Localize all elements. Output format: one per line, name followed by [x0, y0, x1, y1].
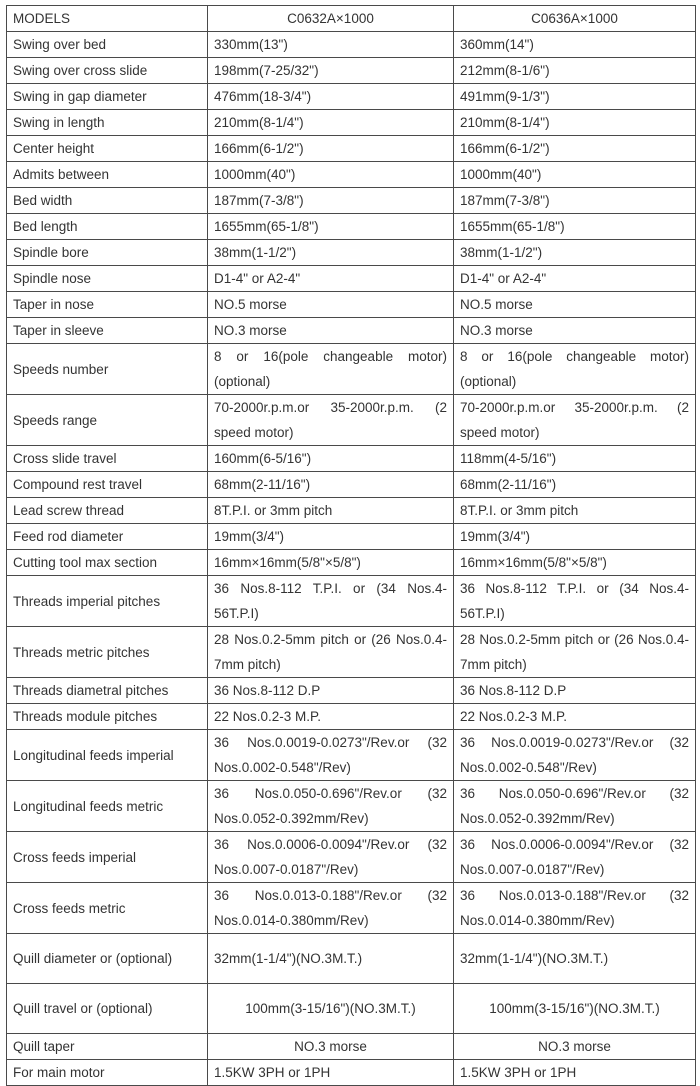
spec-value-model-2: 491mm(9-1/3")	[454, 84, 696, 110]
spec-value-model-1: 476mm(18-3/4")	[208, 84, 454, 110]
spec-label: Admits between	[7, 162, 208, 188]
spec-value-model-2: 212mm(8-1/6")	[454, 58, 696, 84]
spec-label: Cutting tool max section	[7, 550, 208, 576]
spec-value-model-2: 38mm(1-1/2")	[454, 240, 696, 266]
spec-value-model-1: 28 Nos.0.2-5mm pitch or (26 Nos.0.4-7mm pitch)	[208, 627, 454, 678]
spec-value-model-2: 32mm(1-1/4")(NO.3M.T.)	[454, 934, 696, 984]
spec-value-model-1: NO.3 morse	[208, 318, 454, 344]
spec-label: Threads diametral pitches	[7, 678, 208, 704]
spec-value-model-1: 68mm(2-11/16")	[208, 472, 454, 498]
spec-value-model-1: 1000mm(40")	[208, 162, 454, 188]
spec-label: Feed rod diameter	[7, 524, 208, 550]
spec-value-model-2: 187mm(7-3/8")	[454, 188, 696, 214]
spec-row	[7, 678, 696, 704]
spec-value-model-1: 22 Nos.0.2-3 M.P.	[208, 704, 454, 730]
spec-value-model-1: 160mm(6-5/16")	[208, 446, 454, 472]
spec-label: Threads metric pitches	[7, 627, 208, 678]
model-name: C0632A×1000	[208, 6, 454, 32]
spec-value-model-2: 8 or 16(pole changeable motor) (optional)	[454, 344, 696, 395]
spec-label: Spindle nose	[7, 266, 208, 292]
spec-row	[7, 1034, 696, 1060]
spec-value-model-2: 36 Nos.8-112 T.P.I. or (34 Nos.4-56T.P.I)	[454, 576, 696, 627]
spec-row	[7, 136, 696, 162]
spec-value-model-1: 8T.P.I. or 3mm pitch	[208, 498, 454, 524]
spec-label: Cross feeds metric	[7, 883, 208, 934]
spec-row	[7, 395, 696, 446]
spec-value-model-1: D1-4" or A2-4"	[208, 266, 454, 292]
spec-value-model-2: 36 Nos.8-112 D.P	[454, 678, 696, 704]
spec-label: For main motor	[7, 1060, 208, 1086]
spec-value-model-2: 118mm(4-5/16")	[454, 446, 696, 472]
spec-table	[6, 5, 696, 1086]
spec-label: Bed length	[7, 214, 208, 240]
spec-row	[7, 240, 696, 266]
spec-row	[7, 84, 696, 110]
spec-row	[7, 550, 696, 576]
spec-label: Longitudinal feeds imperial	[7, 730, 208, 781]
spec-value-model-2: 36 Nos.0.050-0.696"/Rev.or (32 Nos.0.052-0.392mm/Rev)	[454, 781, 696, 832]
spec-value-model-1: 36 Nos.8-112 T.P.I. or (34 Nos.4-56T.P.I)	[208, 576, 454, 627]
spec-value-model-2: 68mm(2-11/16")	[454, 472, 696, 498]
header-row	[7, 6, 696, 32]
spec-row	[7, 498, 696, 524]
spec-row	[7, 162, 696, 188]
spec-row	[7, 524, 696, 550]
spec-value-model-2: 360mm(14")	[454, 32, 696, 58]
spec-label: Longitudinal feeds metric	[7, 781, 208, 832]
spec-value-model-1: 210mm(8-1/4")	[208, 110, 454, 136]
spec-value-model-1: 187mm(7-3/8")	[208, 188, 454, 214]
spec-value-model-1: 1.5KW 3PH or 1PH	[208, 1060, 454, 1086]
spec-label: Threads module pitches	[7, 704, 208, 730]
spec-value-model-2: 28 Nos.0.2-5mm pitch or (26 Nos.0.4-7mm pitch)	[454, 627, 696, 678]
spec-row	[7, 627, 696, 678]
spec-label: Center height	[7, 136, 208, 162]
spec-label: Bed width	[7, 188, 208, 214]
spec-value-model-1: 70-2000r.p.m.or 35-2000r.p.m. (2 speed motor)	[208, 395, 454, 446]
spec-value-model-1: NO.5 morse	[208, 292, 454, 318]
header-label: MODELS	[7, 6, 208, 32]
spec-value-model-2: NO.3 morse	[454, 318, 696, 344]
spec-value-model-1: 166mm(6-1/2")	[208, 136, 454, 162]
spec-value-model-2: 22 Nos.0.2-3 M.P.	[454, 704, 696, 730]
spec-value-model-2: NO.5 morse	[454, 292, 696, 318]
spec-label: Quill taper	[7, 1034, 208, 1060]
spec-value-model-1: 36 Nos.0.0006-0.0094"/Rev.or (32 Nos.0.007-0.0187"/Rev)	[208, 832, 454, 883]
spec-label: Swing over bed	[7, 32, 208, 58]
spec-row	[7, 472, 696, 498]
spec-label: Taper in sleeve	[7, 318, 208, 344]
spec-value-model-2: 36 Nos.0.0006-0.0094"/Rev.or (32 Nos.0.007-0.0187"/Rev)	[454, 832, 696, 883]
spec-row	[7, 704, 696, 730]
spec-row	[7, 32, 696, 58]
spec-value-model-1: 16mm×16mm(5/8"×5/8")	[208, 550, 454, 576]
spec-label: Spindle bore	[7, 240, 208, 266]
spec-value-model-1: 36 Nos.8-112 D.P	[208, 678, 454, 704]
spec-row	[7, 446, 696, 472]
spec-value-model-2: 19mm(3/4")	[454, 524, 696, 550]
spec-value-model-1: 8 or 16(pole changeable motor) (optional)	[208, 344, 454, 395]
spec-value-model-2: 1000mm(40")	[454, 162, 696, 188]
spec-value-model-1: 36 Nos.0.050-0.696"/Rev.or (32 Nos.0.052-0.392mm/Rev)	[208, 781, 454, 832]
spec-label: Swing in length	[7, 110, 208, 136]
spec-row	[7, 781, 696, 832]
spec-value-model-2: 8T.P.I. or 3mm pitch	[454, 498, 696, 524]
spec-value-model-2: 210mm(8-1/4")	[454, 110, 696, 136]
spec-row	[7, 576, 696, 627]
spec-label: Speeds number	[7, 344, 208, 395]
spec-row	[7, 832, 696, 883]
spec-value-model-1: 36 Nos.0.0019-0.0273"/Rev.or (32 Nos.0.002-0.548"/Rev)	[208, 730, 454, 781]
spec-value-model-2: 1.5KW 3PH or 1PH	[454, 1060, 696, 1086]
spec-label: Threads imperial pitches	[7, 576, 208, 627]
spec-value-model-2: NO.3 morse	[454, 1034, 696, 1060]
spec-value-model-1: 19mm(3/4")	[208, 524, 454, 550]
spec-row	[7, 110, 696, 136]
spec-value-model-1: 32mm(1-1/4")(NO.3M.T.)	[208, 934, 454, 984]
spec-label: Swing in gap diameter	[7, 84, 208, 110]
spec-body	[7, 32, 696, 1086]
spec-value-model-1: 330mm(13")	[208, 32, 454, 58]
spec-value-model-2: 16mm×16mm(5/8"×5/8")	[454, 550, 696, 576]
spec-row	[7, 730, 696, 781]
spec-value-model-2: 100mm(3-15/16")(NO.3M.T.)	[454, 984, 696, 1034]
spec-value-model-2: 36 Nos.0.0019-0.0273"/Rev.or (32 Nos.0.002-0.548"/Rev)	[454, 730, 696, 781]
spec-value-model-1: 100mm(3-15/16")(NO.3M.T.)	[208, 984, 454, 1034]
spec-row	[7, 984, 696, 1034]
spec-value-model-2: 36 Nos.0.013-0.188"/Rev.or (32 Nos.0.014-0.380mm/Rev)	[454, 883, 696, 934]
spec-row	[7, 1060, 696, 1086]
spec-value-model-1: 38mm(1-1/2")	[208, 240, 454, 266]
spec-label: Quill diameter or (optional)	[7, 934, 208, 984]
spec-value-model-2: D1-4" or A2-4"	[454, 266, 696, 292]
spec-value-model-1: 198mm(7-25/32")	[208, 58, 454, 84]
spec-row	[7, 188, 696, 214]
spec-value-model-2: 70-2000r.p.m.or 35-2000r.p.m. (2 speed motor)	[454, 395, 696, 446]
spec-row	[7, 292, 696, 318]
spec-label: Cross feeds imperial	[7, 832, 208, 883]
spec-row	[7, 58, 696, 84]
spec-row	[7, 344, 696, 395]
spec-value-model-1: NO.3 morse	[208, 1034, 454, 1060]
spec-value-model-2: 166mm(6-1/2")	[454, 136, 696, 162]
spec-label: Swing over cross slide	[7, 58, 208, 84]
spec-row	[7, 883, 696, 934]
spec-value-model-1: 36 Nos.0.013-0.188"/Rev.or (32 Nos.0.014-0.380mm/Rev)	[208, 883, 454, 934]
spec-row	[7, 318, 696, 344]
spec-row	[7, 266, 696, 292]
spec-value-model-2: 1655mm(65-1/8")	[454, 214, 696, 240]
model-name: C0636A×1000	[454, 6, 696, 32]
spec-value-model-1: 1655mm(65-1/8")	[208, 214, 454, 240]
spec-label: Cross slide travel	[7, 446, 208, 472]
spec-label: Compound rest travel	[7, 472, 208, 498]
spec-label: Lead screw thread	[7, 498, 208, 524]
spec-label: Quill travel or (optional)	[7, 984, 208, 1034]
spec-label: Speeds range	[7, 395, 208, 446]
spec-row	[7, 934, 696, 984]
spec-row	[7, 214, 696, 240]
spec-label: Taper in nose	[7, 292, 208, 318]
